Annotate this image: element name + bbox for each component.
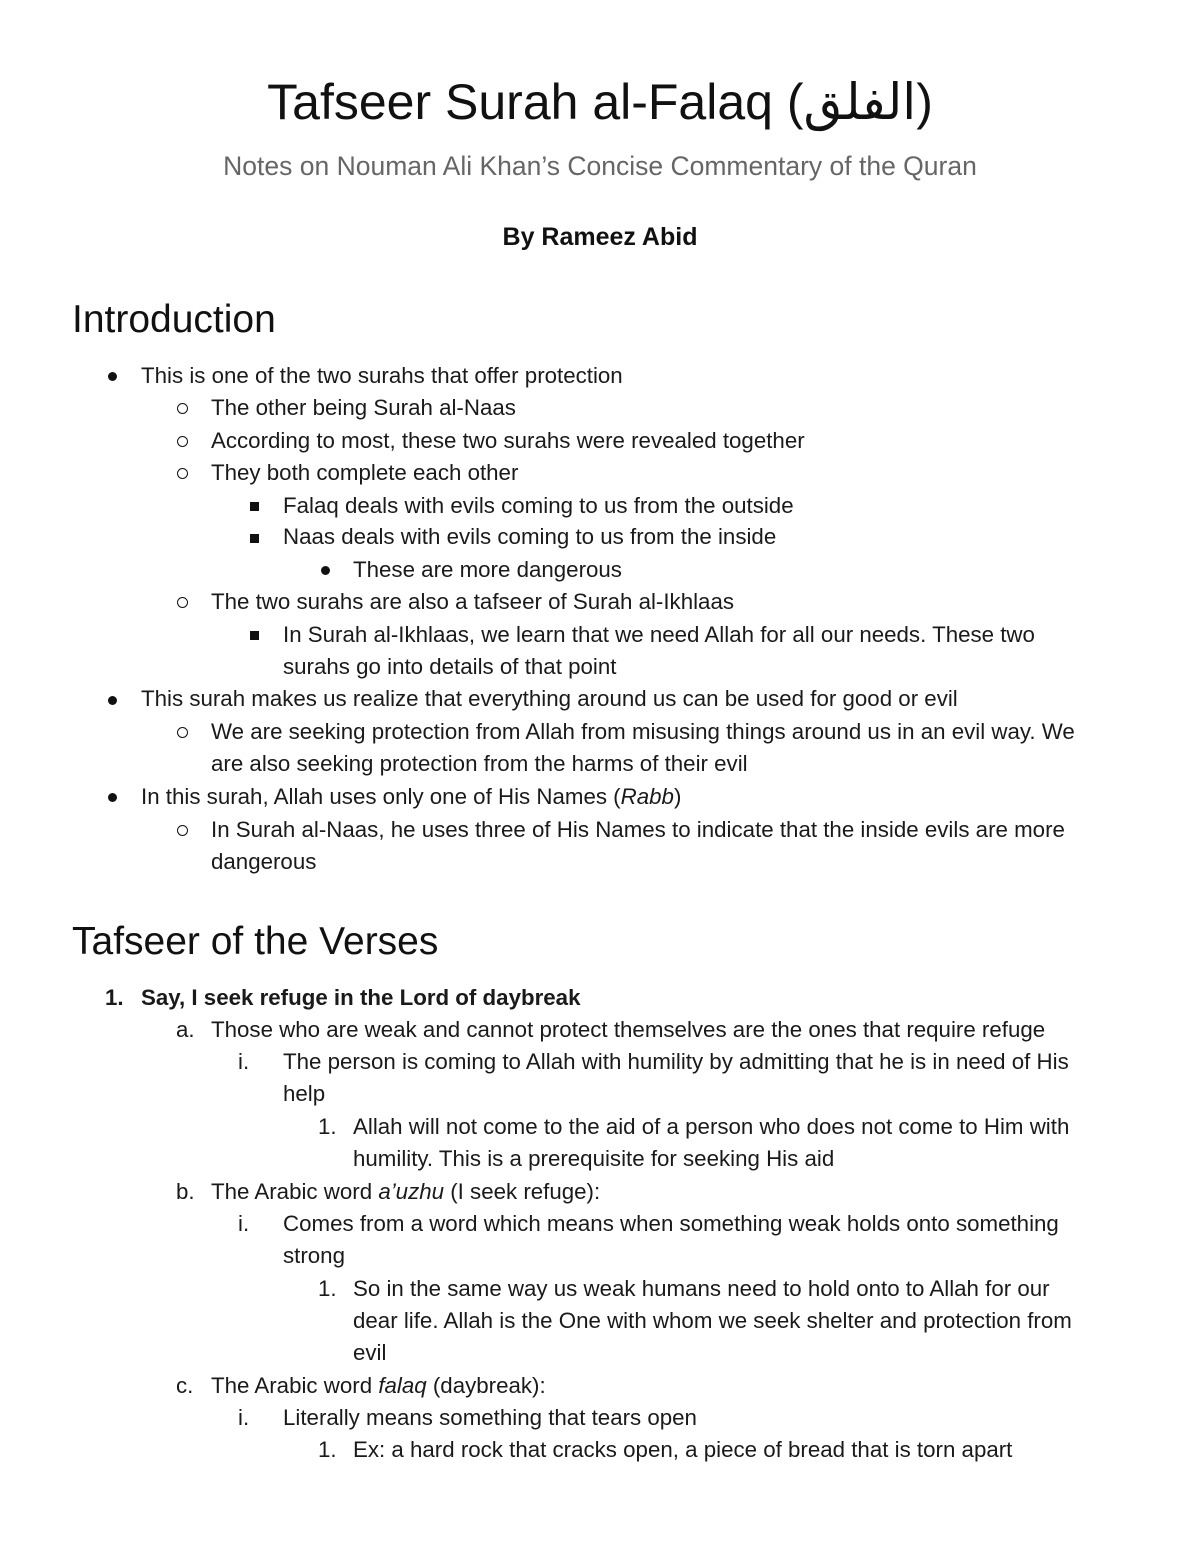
list-item-continued: dear life. Allah is the One with whom we seek shelter and protection from — [353, 1308, 1072, 1333]
list-item: In this surah, Allah uses only one of His Names (Rabb) — [141, 784, 682, 809]
bullet-circle — [177, 436, 188, 447]
bullet-circle — [177, 597, 188, 608]
list-letter: c. — [176, 1373, 194, 1398]
list-roman: i. — [238, 1049, 250, 1074]
list-roman: i. — [238, 1211, 250, 1236]
list-number: 1. — [318, 1276, 337, 1301]
list-item: The Arabic word falaq (daybreak): — [211, 1373, 546, 1398]
list-item-continued: humility. This is a prerequisite for seeking His aid — [353, 1146, 835, 1171]
heading-introduction: Introduction — [72, 298, 276, 341]
list-item: This is one of the two surahs that offer protection — [141, 363, 623, 388]
list-number: 1. — [318, 1437, 337, 1462]
list-item: The two surahs are also a tafseer of Surah al-Ikhlaas — [211, 589, 735, 614]
bullet-square — [250, 534, 259, 543]
bullet-circle — [177, 468, 188, 479]
list-item: So in the same way us weak humans need to hold onto to Allah for our — [353, 1276, 1050, 1301]
list-item: The person is coming to Allah with humility by admitting that he is in need of His — [283, 1049, 1069, 1074]
list-item: These are more dangerous — [353, 557, 622, 582]
list-item: They both complete each other — [211, 460, 519, 485]
list-item: The Arabic word a’uzhu (I seek refuge): — [211, 1179, 601, 1204]
bullet-circle — [177, 403, 188, 414]
list-item-continued: strong — [283, 1243, 345, 1268]
list-number: 1. — [105, 985, 124, 1010]
auzhu-italic: a’uzhu — [378, 1179, 445, 1204]
list-item-continued: surahs go into details of that point — [283, 654, 617, 679]
bullet-circle — [177, 825, 188, 836]
falaq-italic: falaq — [378, 1373, 427, 1398]
bullet-square — [250, 502, 259, 511]
document-title: Tafseer Surah al-Falaq (الفلق) — [267, 74, 933, 130]
list-item: In Surah al-Ikhlaas, we learn that we need Allah for all our needs. These two — [283, 622, 1035, 647]
list-item-continued: dangerous — [211, 849, 317, 874]
list-item: The other being Surah al-Naas — [211, 395, 516, 420]
list-number: 1. — [318, 1114, 337, 1139]
document-subtitle: Notes on Nouman Ali Khan’s Concise Commentary of the Quran — [223, 151, 977, 181]
bullet-square — [250, 631, 259, 640]
bullet-disc — [108, 372, 117, 381]
list-item: Literally means something that tears open — [283, 1405, 697, 1430]
bullet-disc — [108, 696, 117, 705]
bullet-circle — [177, 727, 188, 738]
list-item-continued: are also seeking protection from the harms of their evil — [211, 751, 748, 776]
list-letter: a. — [176, 1017, 195, 1042]
list-item: Falaq deals with evils coming to us from the outside — [283, 493, 794, 518]
bullet-disc — [321, 566, 330, 575]
document-author: By Rameez Abid — [502, 223, 698, 251]
list-item: Comes from a word which means when something weak holds onto something — [283, 1211, 1059, 1236]
list-item: This surah makes us realize that everything around us can be used for good or evil — [141, 686, 958, 711]
list-item: We are seeking protection from Allah from misusing things around us in an evil way. We — [211, 719, 1075, 744]
list-item: Naas deals with evils coming to us from the inside — [283, 524, 777, 549]
list-item: Those who are weak and cannot protect themselves are the ones that require refuge — [211, 1017, 1046, 1042]
list-item: In Surah al-Naas, he uses three of His Names to indicate that the inside evils are more — [211, 817, 1065, 842]
list-item: According to most, these two surahs were revealed together — [211, 428, 805, 453]
list-roman: i. — [238, 1405, 250, 1430]
list-item-continued: help — [283, 1081, 326, 1106]
verse-title: Say, I seek refuge in the Lord of daybreak — [141, 985, 581, 1010]
list-letter: b. — [176, 1179, 195, 1204]
list-item: Ex: a hard rock that cracks open, a piece of bread that is torn apart — [353, 1437, 1013, 1462]
rabb-italic: Rabb — [620, 784, 674, 809]
heading-tafseer-verses: Tafseer of the Verses — [72, 920, 439, 963]
bullet-disc — [108, 793, 117, 802]
list-item-continued: evil — [353, 1340, 387, 1365]
list-item: Allah will not come to the aid of a person who does not come to Him with — [353, 1114, 1070, 1139]
